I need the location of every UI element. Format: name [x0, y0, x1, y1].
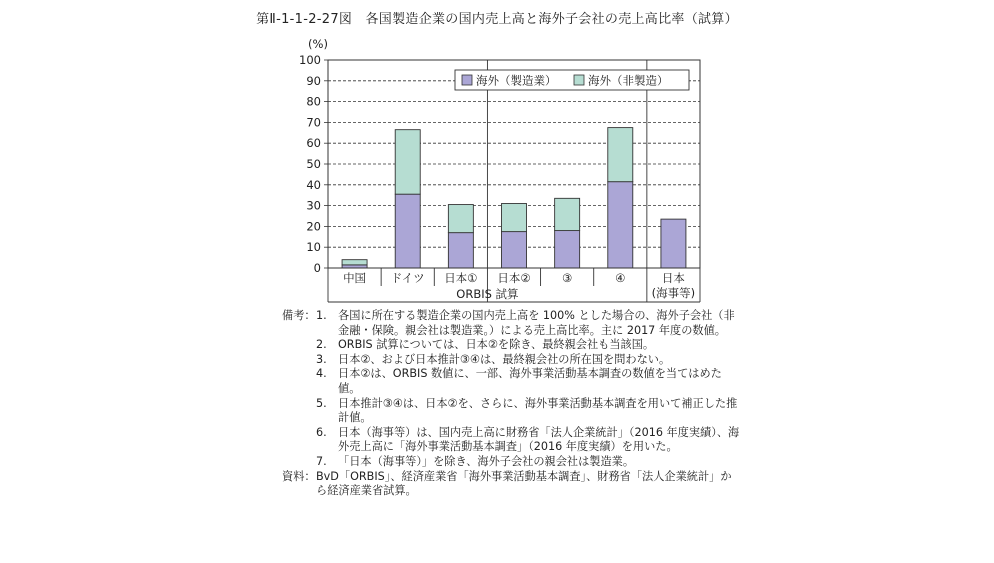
legend-swatch [462, 75, 472, 85]
y-tick-label: 30 [306, 198, 321, 213]
bar-segment [502, 204, 527, 232]
y-tick-label: 100 [299, 53, 321, 67]
legend-label: 海外（非製造） [588, 73, 669, 88]
figure-title: 第Ⅱ-1-1-2-27図 各国製造企業の国内売上高と海外子会社の売上高比率（試算） [256, 12, 738, 27]
source-text: BvD「ORBIS」、経済産業省「海外事業活動基本調査」、財務省「法人企業統計」から経済産業省試算。 [316, 469, 732, 498]
bar-segment [395, 194, 420, 268]
y-tick-label: 20 [306, 219, 321, 234]
note-number: 2. [316, 338, 327, 352]
note-text: 日本②は、ORBIS 数値に、一部、海外事業活動基本調査の数値を当てはめた値。 [338, 367, 722, 395]
notes-block [282, 309, 742, 499]
bar-segment [608, 128, 633, 182]
note-indent [282, 397, 316, 426]
x-tick-label: ④ [615, 271, 626, 285]
note-item [282, 338, 742, 353]
note-number: 7. [316, 454, 327, 468]
y-tick-label: 60 [306, 136, 321, 151]
x-tick-label: ドイツ [390, 271, 425, 285]
legend-label: 海外（製造業） [476, 73, 557, 88]
bar-segment [502, 232, 527, 268]
note-list [282, 309, 742, 470]
y-tick-label: 10 [306, 240, 321, 255]
bar-segment [555, 198, 580, 230]
note-indent [282, 338, 316, 353]
x-tick-label: 中国 [343, 271, 367, 285]
y-tick-label: 0 [313, 261, 321, 275]
x-tick-label: (海事等) [651, 286, 696, 300]
note-item [282, 397, 742, 426]
note-text: 日本②、および日本推計③④は、最終親会社の所在国を問わない。 [338, 352, 671, 366]
note-indent [282, 353, 316, 368]
source-row [282, 470, 742, 499]
y-tick-label: 50 [306, 157, 321, 171]
notes-heading: 備考： [282, 309, 316, 322]
bar-segment [395, 130, 420, 194]
x-tick-label: ③ [561, 271, 573, 285]
note-item [282, 353, 742, 368]
note-number: 5. [316, 396, 327, 410]
note-item [282, 455, 742, 470]
note-number: 6. [316, 425, 327, 439]
note-number: 3. [316, 352, 327, 366]
note-indent [282, 367, 316, 396]
x-tick-label: 日本① [444, 271, 478, 285]
note-text: 各国に所在する製造企業の国内売上高を 100% とした場合の、海外子会社（非金融・保険。親会社は製造業。）による売上高比率。主に 2017 年度の数値。 [338, 309, 735, 337]
x-tick-label: 日本 [661, 271, 685, 285]
bar-segment [608, 182, 633, 268]
x-tick-label: 日本② [497, 271, 531, 285]
bar-segment [448, 205, 473, 233]
group-label: ORBIS 試算 [456, 287, 519, 301]
y-tick-label: 40 [306, 177, 321, 192]
note-item [282, 426, 742, 455]
note-number: 4. [316, 367, 327, 381]
bar-segment [342, 260, 367, 265]
y-unit-label: (%) [308, 37, 328, 51]
note-item [282, 367, 742, 396]
note-text: 日本推計③④は、日本②を、さらに、海外事業活動基本調査を用いて補正した推計値。 [338, 396, 738, 425]
bar-segment [661, 219, 686, 268]
note-item [282, 309, 742, 338]
note-indent [282, 426, 316, 455]
note-number: 1. [316, 309, 327, 322]
source-heading: 資料： [282, 469, 316, 483]
y-tick-label: 80 [306, 94, 321, 109]
note-text: 「日本（海事等）」を除き、海外子会社の親会社は製造業。 [338, 454, 635, 468]
bar-segment [555, 231, 580, 268]
legend-swatch [574, 75, 584, 85]
bar-segment [448, 233, 473, 268]
note-indent [282, 455, 316, 470]
y-tick-label: 70 [306, 115, 321, 130]
y-tick-label: 90 [306, 73, 321, 88]
note-text: 日本（海事等）は、国内売上高に財務省「法人企業統計」（2016 年度実績）、海外売上高に「海外事業活動基本調査」（2016 年度実績）を用いた。 [338, 425, 740, 454]
note-text: ORBIS 試算については、日本②を除き、最終親会社も当該国。 [338, 338, 655, 352]
